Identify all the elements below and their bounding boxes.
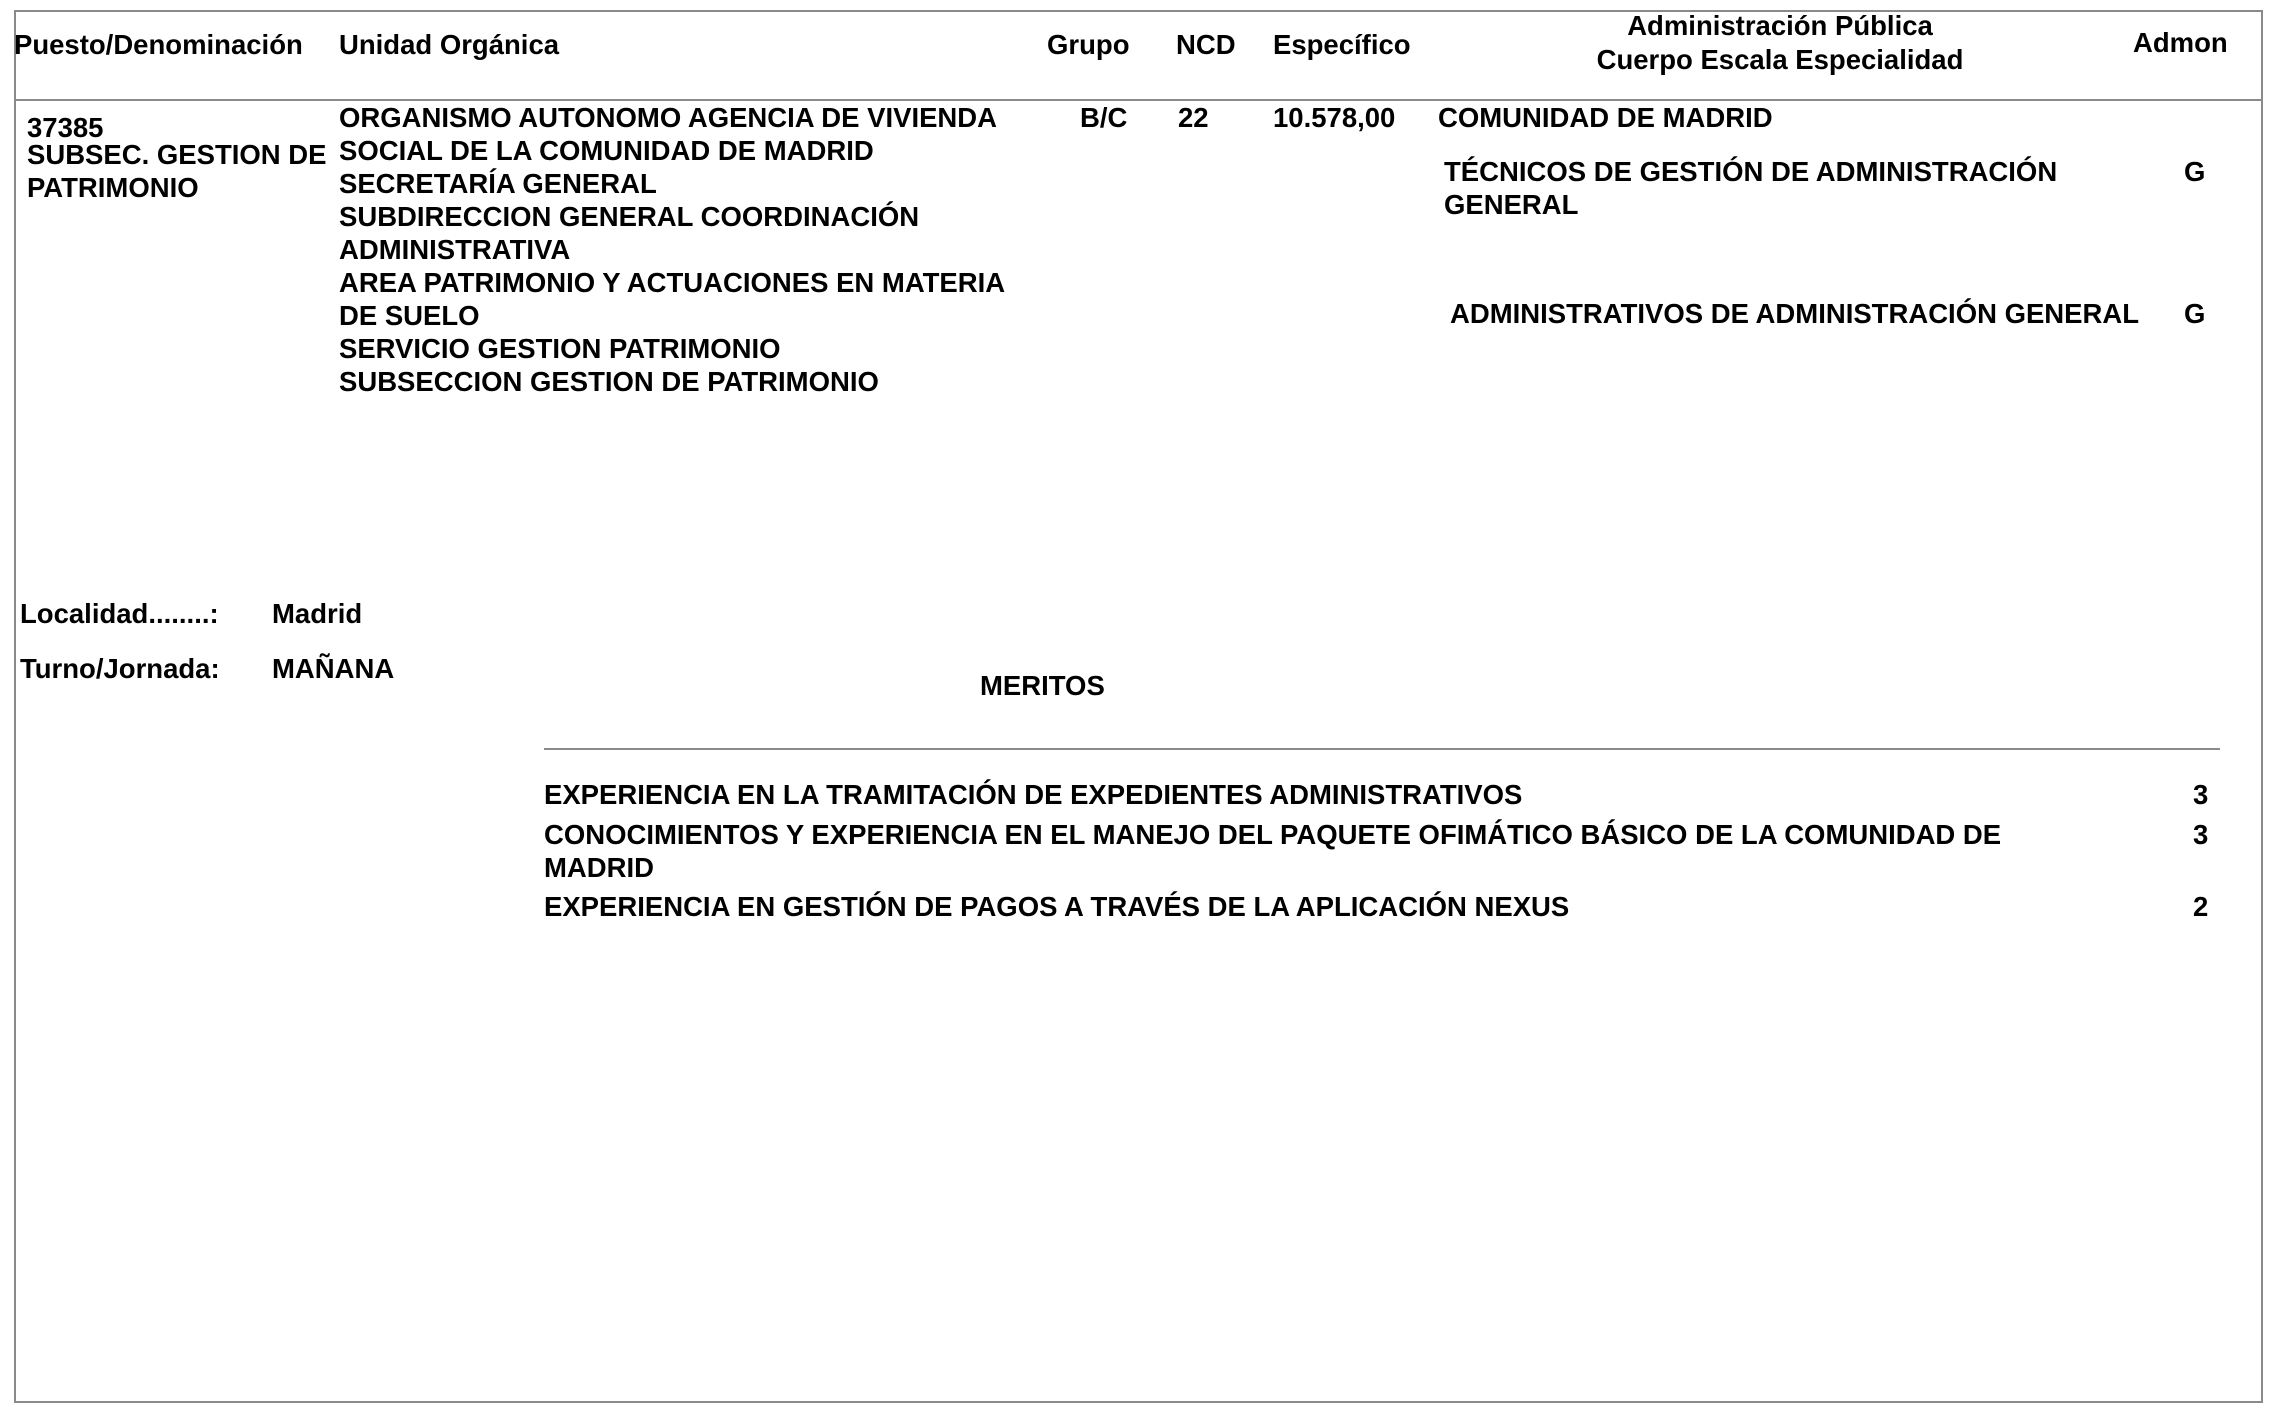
unidad-line: SECRETARÍA GENERAL [339,168,657,199]
unidad-line: AREA PATRIMONIO Y ACTUACIONES EN MATERIA [339,267,1006,298]
merito-points: 2 [2193,891,2209,922]
unidad-line: SERVICIO GESTION PATRIMONIO [339,333,781,364]
header-administracion-publica: Administración Pública [1627,10,1933,41]
turno-value: MAÑANA [272,653,395,684]
merito-line: CONOCIMIENTOS Y EXPERIENCIA EN EL MANEJO DEL PAQUETE OFIMÁTICO BÁSICO DE LA COMUNIDAD DE [544,819,2002,850]
localidad-label: Localidad........: [20,598,219,629]
unidad-line: SOCIAL DE LA COMUNIDAD DE MADRID [339,135,874,166]
cuerpo-line: ADMINISTRATIVOS DE ADMINISTRACIÓN GENERAL [1450,298,2140,329]
header-ncd: NCD [1176,29,1236,60]
unidad-line: ORGANISMO AUTONOMO AGENCIA DE VIVIENDA [339,102,997,133]
header-admon: Admon [2133,27,2228,58]
unidad-organica [339,101,1005,398]
cuerpo-line: GENERAL [1444,189,1579,220]
merito-line: EXPERIENCIA EN LA TRAMITACIÓN DE EXPEDIENTES ADMINISTRATIVOS [544,779,1523,810]
merito-points: 3 [2193,779,2209,810]
header-especifico: Específico [1273,29,1411,60]
cuerpo-admon: G [2184,156,2206,187]
cuerpo-item [1444,155,2057,221]
header-cuerpo-escala: Cuerpo Escala Especialidad [1596,44,1964,75]
unidad-line: ADMINISTRATIVA [339,234,571,265]
meritos-title: MERITOS [980,670,1105,701]
localidad-value: Madrid [272,598,363,629]
merito-line: MADRID [544,852,654,883]
cuerpo-item [1450,297,2139,330]
meritos-divider [544,748,2220,750]
grupo-value: B/C [1080,102,1128,133]
administracion-value: COMUNIDAD DE MADRID [1438,102,1773,133]
unidad-line: DE SUELO [339,300,480,331]
merito-points: 3 [2193,819,2209,850]
header-grupo: Grupo [1047,29,1130,60]
merito-item [544,890,1569,923]
ncd-value: 22 [1178,102,1209,133]
merito-item [544,778,1522,811]
merito-line: EXPERIENCIA EN GESTIÓN DE PAGOS A TRAVÉS DE LA APLICACIÓN NEXUS [544,891,1570,922]
turno-label: Turno/Jornada: [20,653,220,684]
unidad-line: SUBDIRECCION GENERAL COORDINACIÓN [339,201,920,232]
header-unidad: Unidad Orgánica [339,29,560,60]
merito-item [544,818,2001,884]
puesto-code: 37385 [27,112,104,143]
cuerpo-admon: G [2184,298,2206,329]
puesto-denominacion [27,138,327,204]
especifico-value: 10.578,00 [1273,102,1396,133]
puesto-name-line: SUBSEC. GESTION DE [27,139,327,170]
unidad-line: SUBSECCION GESTION DE PATRIMONIO [339,366,879,397]
cuerpo-line: TÉCNICOS DE GESTIÓN DE ADMINISTRACIÓN [1444,156,2058,187]
puesto-name-line: PATRIMONIO [27,172,199,203]
header-puesto: Puesto/Denominación [14,29,303,60]
